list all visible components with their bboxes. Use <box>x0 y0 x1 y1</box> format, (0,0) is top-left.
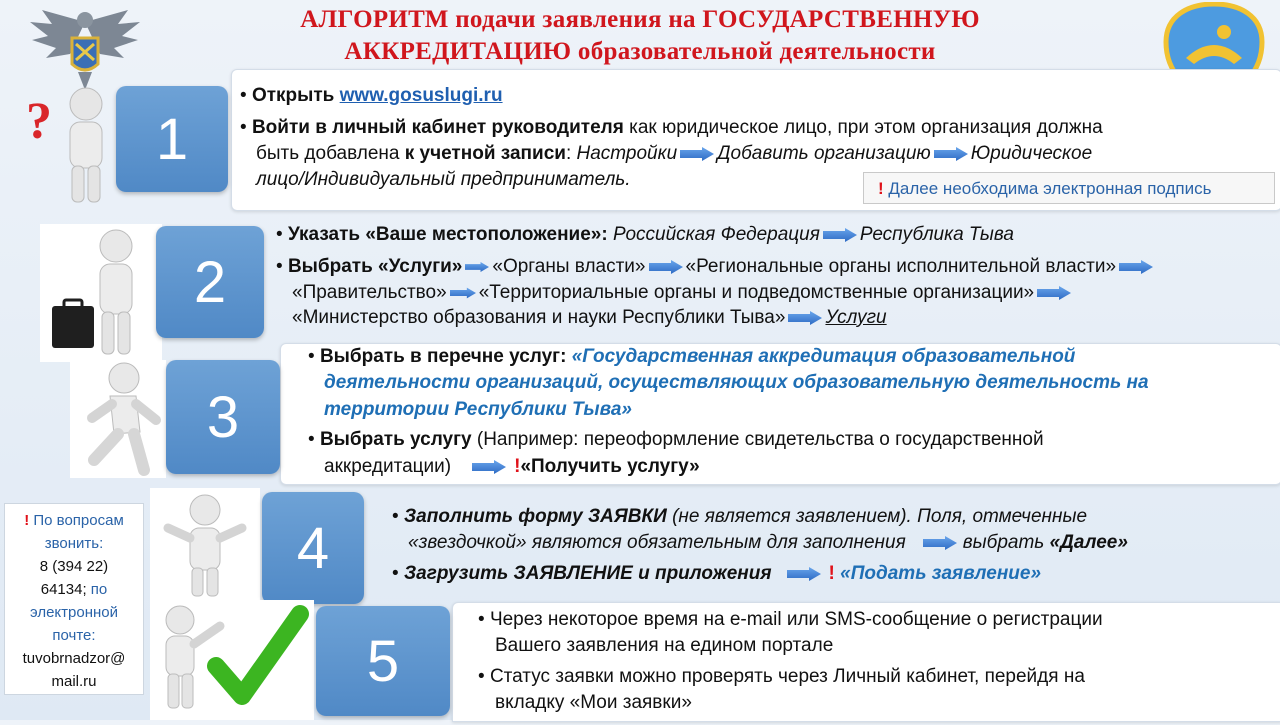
contact-email-domain: mail.ru <box>51 673 97 690</box>
step-5-line-3: • Статус заявки можно проверять через Личный кабинет, перейдя на <box>478 666 1085 687</box>
step-5-line-1: • Через некоторое время на e-mail или SMS-сообщение о регистрации <box>478 609 1103 630</box>
step-5-line-2: Вашего заявления на едином портале <box>495 635 834 656</box>
step-4-number: 4 <box>262 492 364 604</box>
arrow-icon <box>465 260 489 274</box>
step-3-number: 3 <box>166 360 280 474</box>
arrow-icon <box>680 147 714 161</box>
arrow-icon <box>788 311 822 325</box>
step-2-line-1: • Указать «Ваше местоположение»: Российская Федерация Республика Тыва <box>276 224 1014 245</box>
svg-text:?: ? <box>26 93 52 150</box>
question-person-icon <box>20 78 130 208</box>
step-2-line-2: • Выбрать «Услуги» «Органы власти» «Региональные органы исполнительной власти» <box>276 254 1156 280</box>
step-2-line-4: «Министерство образования и науки Республики Тыва» Услуги <box>292 307 887 328</box>
arrow-icon <box>450 286 476 300</box>
contact-email-user: tuvobrnadzor@ <box>22 650 126 667</box>
thumbs-up-person-icon <box>150 488 260 600</box>
step-3-line-3: территории Республики Тыва» <box>324 399 632 420</box>
running-person-image <box>70 360 166 478</box>
person-briefcase-icon <box>40 224 162 362</box>
contact-box: ! По вопросам звонить: 8 (394 22) 64134; по электронной почте: tuvobrnadzor@ mail.ru <box>4 503 144 695</box>
checkmark-person-icon <box>150 600 314 720</box>
step-3-line-5: аккредитации) !«Получить услугу» <box>324 456 700 477</box>
step-3-line-2: деятельности организаций, осуществляющих образовательную деятельность на <box>324 372 1149 393</box>
step-4-line-2: «звездочкой» являются обязательным для заполнения выбрать «Далее» <box>408 532 1128 553</box>
page-title <box>200 4 1080 68</box>
step-1-line-3: быть добавлена к учетной записи: Настройки Добавить организацию Юридическое <box>256 143 1093 164</box>
step-1-number: 1 <box>116 86 228 192</box>
step-5-line-4: вкладку «Мои заявки» <box>495 692 692 713</box>
title-line-1: АЛГОРИТМ подачи заявления на ГОСУДАРСТВЕННУЮ <box>300 6 980 33</box>
arrow-icon <box>1119 260 1153 274</box>
arrow-icon <box>467 460 511 474</box>
step-1-bullet-login: • Войти в личный кабинет руководителя как юридическое лицо, при этом организация должна <box>240 117 1103 138</box>
step-3-line-1: • Выбрать в перечне услуг: «Государственная аккредитация образовательной <box>308 346 1076 367</box>
person-briefcase-image <box>40 224 162 362</box>
step-2-line-3: «Правительство» «Территориальные органы и подведомственные организации» <box>292 280 1074 306</box>
step-3-line-4: • Выбрать услугу (Например: переоформление свидетельства о государственной <box>308 429 1044 450</box>
gosuslugi-link[interactable]: www.gosuslugi.ru <box>339 85 503 106</box>
arrow-icon <box>782 567 826 581</box>
running-person-icon <box>70 360 166 478</box>
step-4-line-1: • Заполнить форму ЗАЯВКИ (не является заявлением). Поля, отмеченные <box>392 506 1088 527</box>
step-4-line-3: • Загрузить ЗАЯВЛЕНИЕ и приложения ! «Подать заявление» <box>392 563 1042 584</box>
step-2-number: 2 <box>156 226 264 338</box>
arrow-icon <box>823 228 857 242</box>
step-1-bullet-open: • Открыть www.gosuslugi.ru <box>240 85 503 106</box>
arrow-icon <box>1037 286 1071 300</box>
checkmark-person-image <box>150 600 314 720</box>
arrow-icon <box>920 536 960 550</box>
arrow-icon <box>649 260 683 274</box>
step-1-line-4: лицо/Индивидуальный предприниматель. <box>256 169 631 190</box>
thumbs-person-image <box>150 488 260 600</box>
step-5-number: 5 <box>316 606 450 716</box>
title-line-2: АККРЕДИТАЦИЮ образовательной деятельности <box>344 38 936 65</box>
signature-note: ! Далее необходима электронная подпись <box>863 172 1275 204</box>
arrow-icon <box>934 147 968 161</box>
